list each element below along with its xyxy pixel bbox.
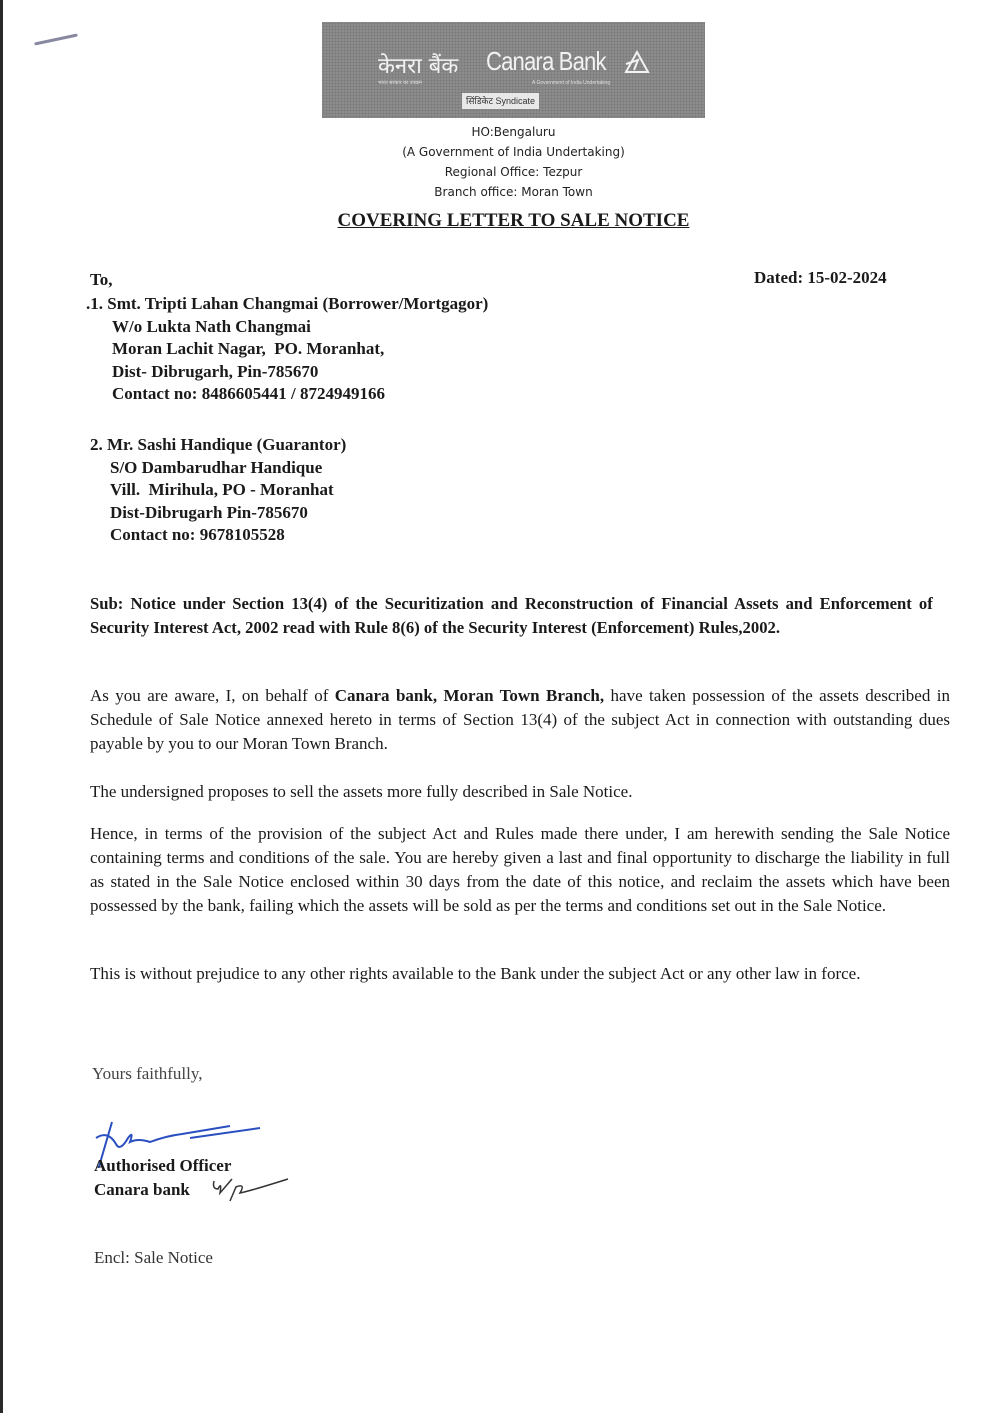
recipient-guarantor: [90, 434, 346, 547]
recipient-district: Dist-Dibrugarh Pin-785670: [110, 502, 308, 522]
recipient-contact: Contact no: 8486605441 / 8724949166: [112, 384, 385, 403]
recipient-address: Vill. Mirihula, PO - Moranhat: [110, 480, 334, 499]
body-paragraph-3: Hence, in terms of the provision of the subject Act and Rules made there under, I am herewith sending the Sale Notice containing terms and conditions of the sale. You are hereby given a last and final opportunity to discharge the liability in full as stated in the Sale Notice enclosed within 30 days from the date of this notice, and reclaim the assets which have been possessed by the bank, failing which the assets will be sold as per the terms and conditions set out in the Sale Notice.: [90, 824, 950, 915]
recipient-relation: S/O Dambarudhar Handique: [110, 457, 323, 477]
tagline-english: A Government of India Undertaking: [532, 80, 611, 86]
office-details: [322, 122, 705, 202]
to-label: To,: [90, 270, 113, 289]
recipient-relation: W/o Lukta Nath Changmai: [112, 316, 311, 336]
canara-logo-icon: [624, 50, 650, 74]
p1-text-cont: have taken possession of the assets described in Schedule of Sale Notice annexed hereto in terms of Section 13(4) of the subject Act in connection with outstanding dues payable by you to our Moran Town Branch.: [90, 686, 950, 753]
branch-name-bold: Canara bank, Moran Town Branch,: [334, 686, 605, 705]
bank-letterhead: [322, 22, 705, 118]
closing-salutation: Yours faithfully,: [92, 1064, 203, 1083]
recipient-name: 2. Mr. Sashi Handique (Guarantor): [90, 435, 347, 454]
branch-office: Branch office: Moran Town: [434, 185, 593, 199]
recipient-borrower: [86, 293, 488, 406]
bank-name: Canara Bank: [486, 46, 606, 76]
initials-icon: [210, 1175, 290, 1205]
syndicate-badge: सिंडिकेट Syndicate: [462, 93, 539, 109]
signatory-title: Authorised Officer: [94, 1156, 232, 1175]
govt-undertaking: (A Government of India Undertaking): [402, 145, 625, 159]
enclosure-note: Encl: Sale Notice: [94, 1248, 213, 1267]
pen-mark: [34, 33, 78, 45]
recipient-district: Dist- Dibrugarh, Pin-785670: [112, 361, 319, 381]
regional-office: Regional Office: Tezpur: [444, 165, 583, 179]
subject-line: Sub: Notice under Section 13(4) of the Securitization and Reconstruction of Financial Assets and Enforcement of Security Interest Act, 2002 read with Rule 8(6) of the Security Interest (Enforcement) Rules,2002.: [90, 594, 933, 637]
body-paragraph-2: The undersigned proposes to sell the assets more fully described in Sale Notice.: [90, 782, 633, 801]
tagline-hindi: भारत सरकार का उपक्रम: [378, 80, 423, 86]
body-paragraph-1: [90, 684, 950, 756]
recipient-contact: Contact no: 9678105528: [110, 525, 285, 544]
scan-edge: [0, 0, 3, 1413]
letter-date: Dated: 15-02-2024: [754, 268, 887, 287]
body-paragraph-4: This is without prejudice to any other rights available to the Bank under the subject Act or any other law in force.: [90, 964, 861, 983]
bank-name-hindi: केनरा बैंक: [378, 54, 459, 79]
signatory-org: Canara bank: [94, 1180, 190, 1199]
p1-text: As you are aware, I, on behalf of: [90, 686, 335, 705]
recipient-name: .1. Smt. Tripti Lahan Changmai (Borrower/Mortgagor): [86, 294, 489, 313]
head-office: HO:Bengaluru: [471, 125, 556, 139]
page-title: COVERING LETTER TO SALE NOTICE: [337, 210, 690, 231]
recipient-address: Moran Lachit Nagar, PO. Moranhat,: [112, 339, 385, 358]
